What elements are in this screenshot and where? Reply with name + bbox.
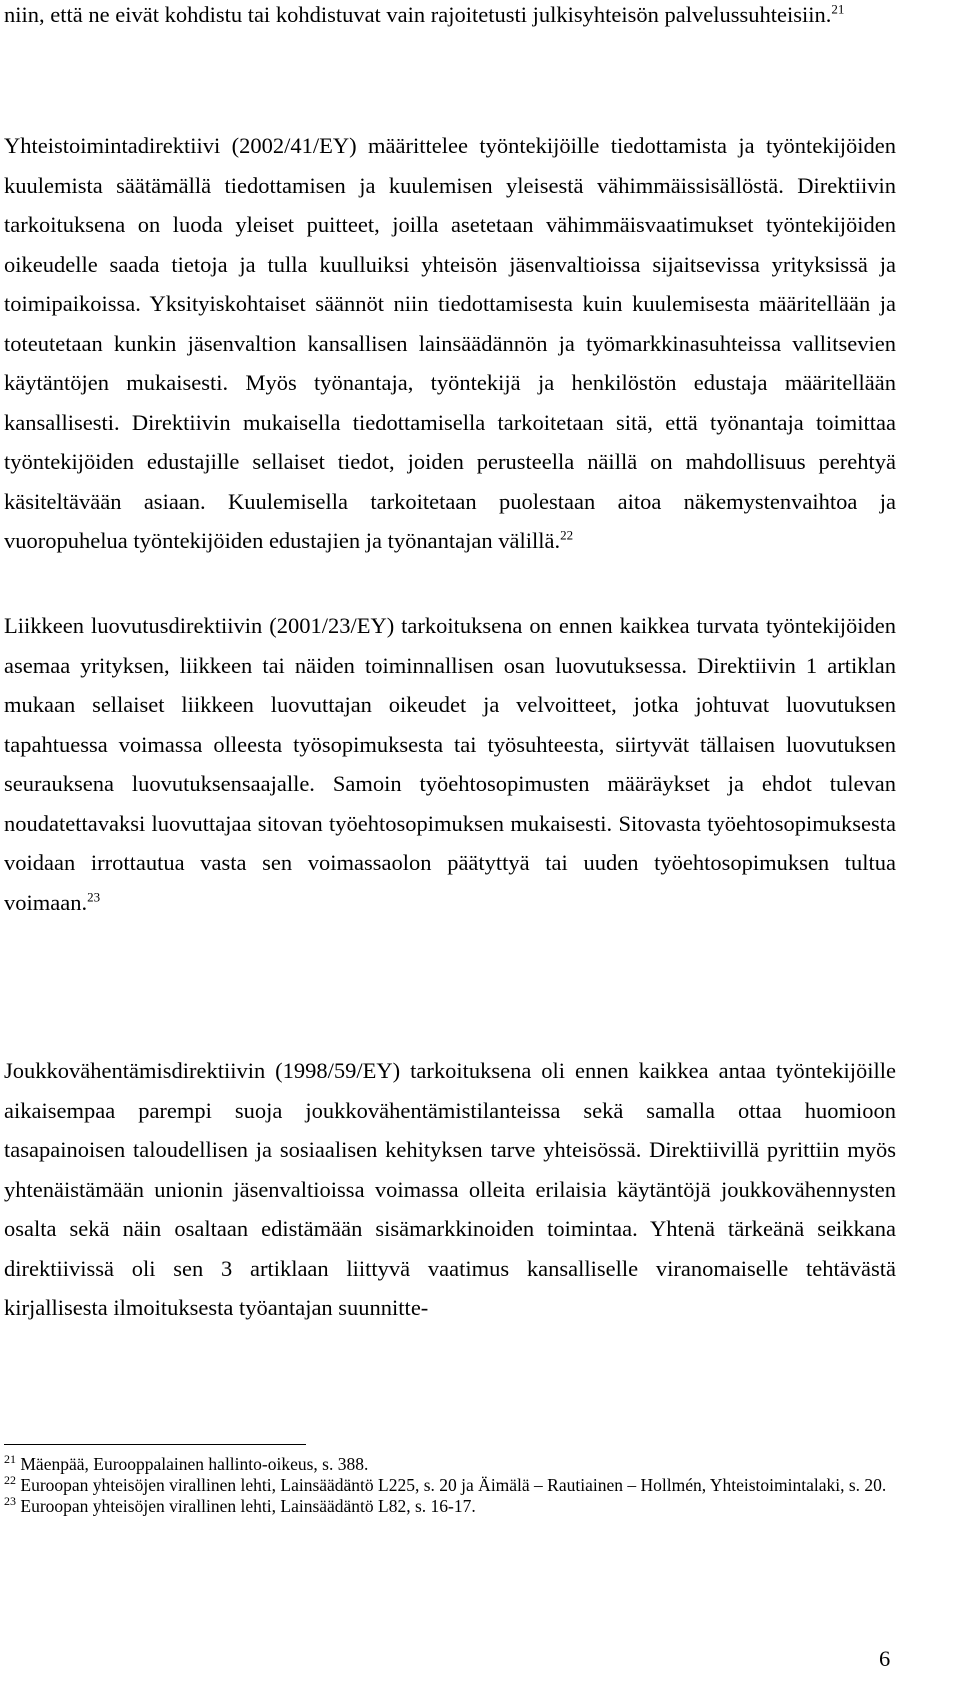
footnote-23 [4,1496,896,1517]
footnote-number: 23 [4,1494,16,1509]
paragraph-1-text: niin, että ne eivät kohdistu tai kohdistuvat vain rajoitetusti julkisyhteisön palvelussuhteisiin. [4,2,832,27]
paragraph-1 [4,0,896,35]
paragraph-4-text: Joukkovähentämisdirektiivin (1998/59/EY) tarkoituksena oli ennen kaikkea antaa työntekijöille aikaisempaa parempi suoja joukkovähentämistilanteissa sekä samalla ottaa huomioon tasapainoisen taloudellisen ja sosiaalisen kehityksen tarve yhteisössä. Direktiivillä pyrittiin myös yhtenäistämään unionin jäsenvaltioissa voimassa olleita erilaisia käytäntöjä joukkovähennysten osalta sekä näin osaltaan edistämään sisämarkkinoiden toimintaa. Yhtenä tärkeänä seikkana direktiivissä oli sen 3 artiklaan liittyvä vaatimus kansalliselle viranomaiselle tehtävästä kirjallisesta ilmoituksesta työantajan suunnitte- [4,1058,896,1320]
paragraph-4 [4,1051,896,1328]
footnote-21 [4,1454,896,1475]
footnote-ref-22[interactable]: 22 [560,527,574,543]
page-number: 6 [879,1646,891,1671]
footnote-ref-21[interactable]: 21 [831,1,845,17]
footnote-22 [4,1475,896,1496]
footnote-text: Euroopan yhteisöjen virallinen lehti, Lainsäädäntö L82, s. 16-17. [20,1496,476,1516]
footnote-ref-23[interactable]: 23 [87,889,101,904]
footnote-separator [4,1444,306,1445]
footnote-text: Euroopan yhteisöjen virallinen lehti, Lainsäädäntö L225, s. 20 ja Äimälä – Rautiainen – Hollmén, Yhteistoimintalaki, s. 20. [20,1475,887,1495]
footnotes [4,1454,896,1517]
paragraph-2-text: Yhteistoimintadirektiivi (2002/41/EY) määrittelee työntekijöille tiedottamista ja työntekijöiden kuulemista säätämällä tiedottamisen ja kuulemisen yleisestä vähimmäissisällöstä. Direktiivin tarkoituksena on luoda yleiset puitteet, joilla asetetaan vähimmäisvaatimukset työntekijöiden oikeudelle saada tietoja ja tulla kuulluiksi yhteisön jäsenvaltioissa sijaitsevissa yrityksissä ja toimipaikoissa. Yksityiskohtaiset säännöt niin tiedottamisesta kuin kuulemisesta määritellään ja toteutetaan kunkin jäsenvaltion kansallisen lainsäädännön ja työmarkkinasuhteissa vallitsevien käytäntöjen mukaisesti. Myös työnantaja, työntekijä ja henkilöstön edustaja määritellään kansallisesti. Direktiivin mukaisella tiedottamisella tarkoitetaan sitä, että työnantaja toimittaa työntekijöiden edustajille sellaiset tiedot, joiden perusteella näillä on mahdollisuus perehtyä käsiteltävään asiaan. Kuulemisella tarkoitetaan puolestaan aitoa näkemystenvaihtoa ja vuoropuhelua työntekijöiden edustajien ja työnantajan välillä. [4,133,896,553]
footnote-text: Mäenpää, Eurooppalainen hallinto-oikeus, s. 388. [20,1454,369,1474]
footnote-number: 22 [4,1473,16,1488]
paragraph-3 [4,606,896,922]
paragraph-3-text: Liikkeen luovutusdirektiivin (2001/23/EY) tarkoituksena on ennen kaikkea turvata työntekijöiden asemaa yrityksen, liikkeen tai näiden toiminnallisen osan luovutuksessa. Direktiivin 1 artiklan mukaan sellaiset liikkeen luovuttajan oikeudet ja velvoitteet, jotka johtuvat luovutuksen tapahtuessa voimassa olleesta työsopimuksesta tai työsuhteesta, siirtyvät tällaisen luovutuksen seurauksena luovutuksensaajalle. Samoin työehtosopimusten määräykset ja ehdot tulevan noudatettavaksi luovuttajaa sitovan työehtosopimuksen mukaisesti. Sitovasta työehtosopimuksesta voidaan irrottautua vasta sen voimassaolon päätyttyä tai uuden työehtosopimuksen tultua voimaan. [4,613,896,915]
footnote-number: 21 [4,1452,16,1467]
paragraph-2 [4,126,896,561]
